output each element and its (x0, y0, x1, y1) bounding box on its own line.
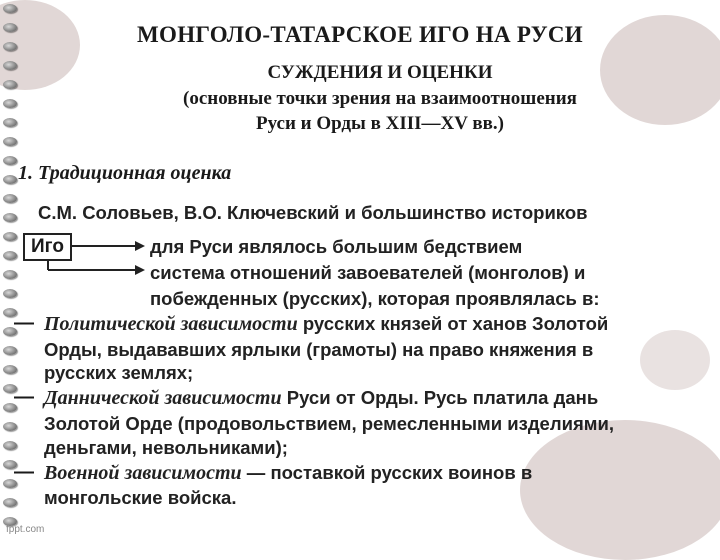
section-heading: 1. Традиционная оценка (18, 162, 232, 184)
watermark: fppt.com (6, 524, 45, 535)
spiral-ring (3, 346, 17, 355)
spiral-ring (3, 498, 17, 507)
bullet-2-line-1 (44, 387, 598, 410)
subtitle-line-2: (основные точки зрения на взаимоотношения (183, 88, 577, 109)
ink-blot-bottom-right-small (640, 330, 710, 390)
bullet-3-line-1 (44, 462, 532, 485)
bullet-2-line-3: деньгами, невольниками); (44, 437, 288, 458)
page-title: МОНГОЛО-ТАТАРСКОЕ ИГО НА РУСИ (137, 22, 583, 47)
ink-blot-bottom-right (520, 420, 720, 560)
arrow-1-text: для Руси являлось большим бедствием (150, 236, 523, 257)
arrow-1-head (135, 241, 145, 251)
bullet-2-italic: Даннической зависимости (44, 387, 282, 409)
arrow-2-text-line-1: система отношений завоевателей (монголов) и (150, 262, 586, 283)
bullet-1-line-2: Орды, выдававших ярлыки (грамоты) на право княжения в (44, 339, 594, 360)
bullet-1-line-1 (44, 313, 608, 336)
subtitle-line-3: Руси и Орды в XIII—XV вв.) (255, 113, 504, 134)
bullet-2-rest: Руси от Орды. Русь платила дань (281, 387, 599, 408)
arrow-2-head (135, 265, 145, 275)
bullet-2-line-2: Золотой Орде (продовольствием, ремесленными изделиями, (44, 413, 614, 434)
bullet-3-italic: Военной зависимости (44, 462, 242, 484)
bullet-dash-3: — (14, 461, 34, 483)
bullet-1-line-3: русских землях; (44, 362, 194, 383)
igo-box: Иго (23, 233, 72, 261)
spiral-ring (3, 422, 17, 431)
spiral-ring (3, 441, 17, 450)
bullet-3-rest: — поставкой русских воинов в (241, 462, 533, 483)
arrow-2-text-line-2: побежденных (русских), которая проявлялась в: (150, 288, 600, 309)
bullet-1-rest: русских князей от ханов Золотой (297, 313, 609, 334)
bullet-3-line-2: монгольские войска. (44, 487, 237, 508)
bullet-dash-2: — (14, 386, 34, 408)
bullet-1-italic: Политической зависимости (44, 313, 298, 335)
spiral-ring (3, 365, 17, 374)
bullet-dash-1: — (14, 312, 34, 334)
authors-line: С.М. Соловьев, В.О. Ключевский и большинство историков (38, 202, 588, 223)
subtitle-line-1: СУЖДЕНИЯ И ОЦЕНКИ (267, 62, 493, 83)
